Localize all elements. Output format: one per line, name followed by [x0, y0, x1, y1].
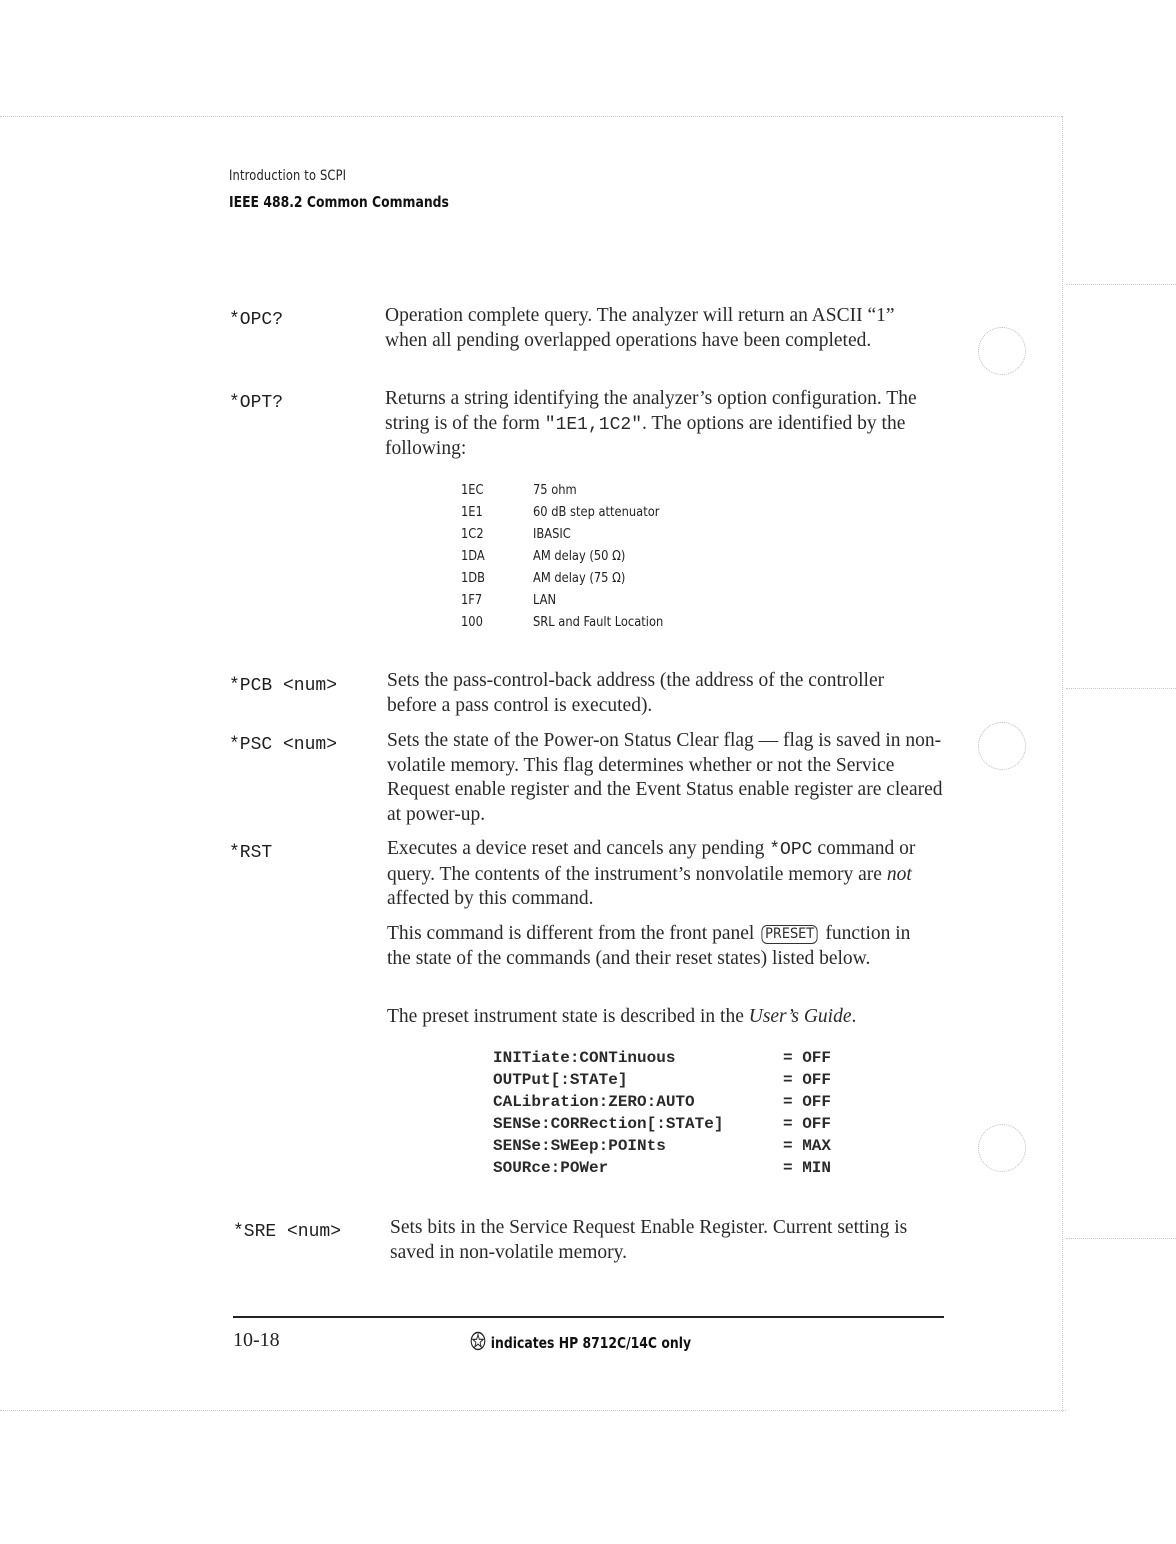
opc-code-ref: *OPC: [769, 840, 813, 860]
preset-key: PRESET: [762, 925, 818, 944]
punch-hole: [978, 722, 1026, 770]
option-row: [461, 501, 686, 523]
reset-state-row: [493, 1069, 831, 1091]
option-description: LAN: [533, 592, 557, 608]
reset-state-command: OUTPut[:STATe]: [493, 1071, 628, 1089]
footnote-text: indicates HP 8712C/14C only: [490, 1334, 692, 1352]
reset-state-row: [493, 1091, 831, 1113]
reset-state-row: [493, 1157, 831, 1179]
option-string-example: "1E1,1C2": [544, 414, 642, 435]
option-description: 60 dB step attenuator: [533, 504, 660, 520]
command-pcb: *PCB <num>: [229, 676, 338, 696]
reset-state-value: = MIN: [783, 1159, 832, 1177]
tab-divider: [1066, 688, 1176, 689]
option-row: [461, 479, 686, 501]
option-row: [461, 589, 686, 611]
tab-divider: [1066, 1238, 1176, 1239]
option-code: 1E1: [461, 504, 483, 520]
option-description: 75 ohm: [533, 482, 577, 498]
star-in-circle-icon: [470, 1331, 486, 1355]
option-description: IBASIC: [533, 526, 571, 542]
page-title: IEEE 488.2 Common Commands: [229, 193, 449, 211]
description-opt: Returns a string identifying the analyzer’s option configuration. The string is of the form "1E1,1C2". The options are identified by the following:: [385, 388, 917, 459]
punch-hole: [978, 327, 1026, 375]
description-rst-p3: The preset instrument state is described in the User’s Guide.: [387, 1006, 857, 1027]
option-row: [461, 567, 686, 589]
option-row: [461, 523, 686, 545]
command-opc: *OPC?: [229, 310, 284, 330]
reset-state-command: SENSe:SWEep:POINts: [493, 1137, 666, 1155]
footer-rule: [233, 1316, 944, 1318]
reset-state-value: = OFF: [783, 1115, 832, 1133]
reset-state-value: = OFF: [783, 1093, 832, 1111]
description-pcb: Sets the pass-control-back address (the address of the controller before a pass control is executed).: [387, 670, 885, 716]
command-rst: *RST: [229, 843, 273, 863]
option-description: AM delay (75 Ω): [533, 570, 626, 586]
option-row: [461, 611, 686, 633]
scan-edge-bottom: [0, 1410, 1066, 1411]
option-code: 1DB: [461, 570, 486, 586]
option-description: SRL and Fault Location: [533, 614, 664, 630]
option-code: 1DA: [461, 548, 485, 564]
reset-state-row: [493, 1113, 831, 1135]
option-code: 1EC: [461, 482, 484, 498]
reset-state-command: INITiate:CONTinuous: [493, 1049, 676, 1067]
command-sre: *SRE <num>: [233, 1222, 342, 1242]
reset-state-value: = MAX: [783, 1137, 832, 1155]
description-opc: Operation complete query. The analyzer will return an ASCII “1” when all pending overlapped operations have been completed.: [385, 305, 895, 351]
description-rst-p2: This command is different from the front panel PRESET function in the state of the commands (and their reset states) listed below.: [387, 923, 911, 969]
section-label: Introduction to SCPI: [229, 168, 347, 184]
description-sre: Sets bits in the Service Request Enable Register. Current setting is saved in non-volatile memory.: [390, 1217, 908, 1263]
option-code: 1F7: [461, 592, 483, 608]
footnote: [470, 1331, 691, 1355]
scan-edge-top: [0, 116, 1062, 117]
option-code: 1C2: [461, 526, 484, 542]
command-psc: *PSC <num>: [229, 735, 338, 755]
reset-state-value: = OFF: [783, 1071, 832, 1089]
reset-state-row: [493, 1047, 831, 1069]
reset-states-table: [493, 1047, 831, 1179]
reset-state-command: SOURce:POWer: [493, 1159, 609, 1177]
option-row: [461, 545, 686, 567]
reset-state-command: SENSe:CORRection[:STATe]: [493, 1115, 724, 1133]
punch-hole: [978, 1124, 1026, 1172]
option-code: 100: [461, 614, 483, 630]
reset-state-value: = OFF: [783, 1049, 832, 1067]
reset-state-row: [493, 1135, 831, 1157]
page-number: 10-18: [233, 1329, 280, 1351]
description-rst-p1: Executes a device reset and cancels any pending *OPC command or query. The contents of the instrument’s nonvolatile memory are not affected by this command.: [387, 838, 916, 909]
option-description: AM delay (50 Ω): [533, 548, 626, 564]
description-psc: Sets the state of the Power-on Status Clear flag — flag is saved in non-volatile memory. This flag determines whether or not the Service Request enable register and the Event Status enable register are cleared at power-up.: [387, 730, 943, 825]
reset-state-command: CALibration:ZERO:AUTO: [493, 1093, 695, 1111]
command-opt: *OPT?: [229, 393, 284, 413]
scan-edge-right: [1062, 116, 1063, 1412]
tab-divider: [1066, 284, 1176, 285]
options-table: [461, 479, 686, 633]
